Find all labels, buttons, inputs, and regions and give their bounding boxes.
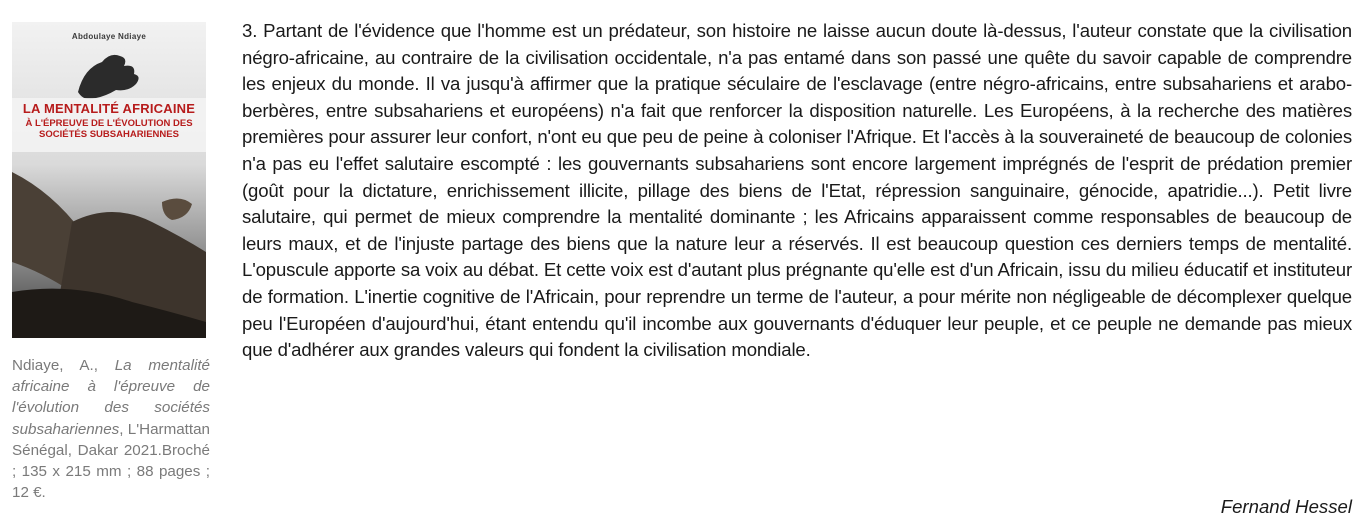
cover-title: LA MENTALITÉ AFRICAINE xyxy=(22,101,196,116)
cover-subtitle: À L'ÉPREUVE DE L'ÉVOLUTION DES SOCIÉTÉS SUBSAHARIENNES xyxy=(25,118,193,140)
cover-author: Abdoulaye Ndiaye xyxy=(71,32,147,41)
caption-title: La mentalité africaine à l'épreuve de l'évolution des sociétés subsahariennes xyxy=(12,357,210,438)
book-info-column xyxy=(12,22,208,503)
review-paragraph: 3. Partant de l'évidence que l'homme est un prédateur, son histoire ne laisse aucun doute là-dessus, l'auteur constate que la civilisation négro-africaine, au contraire de la civilisation occidentale, n'a pas entamé dans son passé une quête du savoir capable de comprendre les enjeux du monde. Il va jusqu'à affirmer que la pratique séculaire de l'esclavage (entre négro-africains, entre subsahariens et arabo-berbères, entre subsahariens et européens) n'a fait que renforcer la disposition naturelle. Les Européens, à la recherche des matières premières pour assurer leur confort, n'ont eu que peu de peine à coloniser l'Afrique. Et l'accès à la souveraineté de beaucoup de colonies n'a pas eu l'effet salutaire escompté : les gouvernants subsahariens sont encore largement imprégnés de l'esprit de prédation premier (goût pour la dictature, enrichissement illicite, pillage des biens de l'Etat, répression sanguinaire, génocide, apatridie...). Petit livre salutaire, qui permet de mieux comprendre la mentalité dominante ; les Africains apparaissent comme responsables de beaucoup de leurs maux, et de l'injuste partage des biens que la nature leur a réservés. Il est beaucoup question ces derniers temps de mentalité. L'opuscule apporte sa voix au débat. Et cette voix est d'autant plus prégnante qu'elle est d'un Africain, issu du milieu éducatif et instituteur de formation. L'inertie cognitive de l'Africain, pour reprendre un terme de l'auteur, a pour mérite non négligeable de décomplexer quelque peu l'Européen d'aujourd'hui, étant entendu qu'il incombe aux gouvernants d'éduquer leur peuple, et ce peuple ne demande pas mieux que d'adhérer aux grandes valeurs qui fondent la civilisation mondiale. xyxy=(242,20,1352,361)
book-cover-image xyxy=(12,22,206,338)
caption-details: , L'Harmattan Sénégal, Dakar 2021.Broché ; 135 x 215 mm ; 88 pages ; 12 €. xyxy=(12,420,210,502)
review-signature: Fernand Hessel xyxy=(1220,496,1352,517)
caption-author: Ndiaye, A., xyxy=(12,357,115,374)
book-caption xyxy=(12,355,210,503)
cover-photo-illustration xyxy=(12,22,206,338)
